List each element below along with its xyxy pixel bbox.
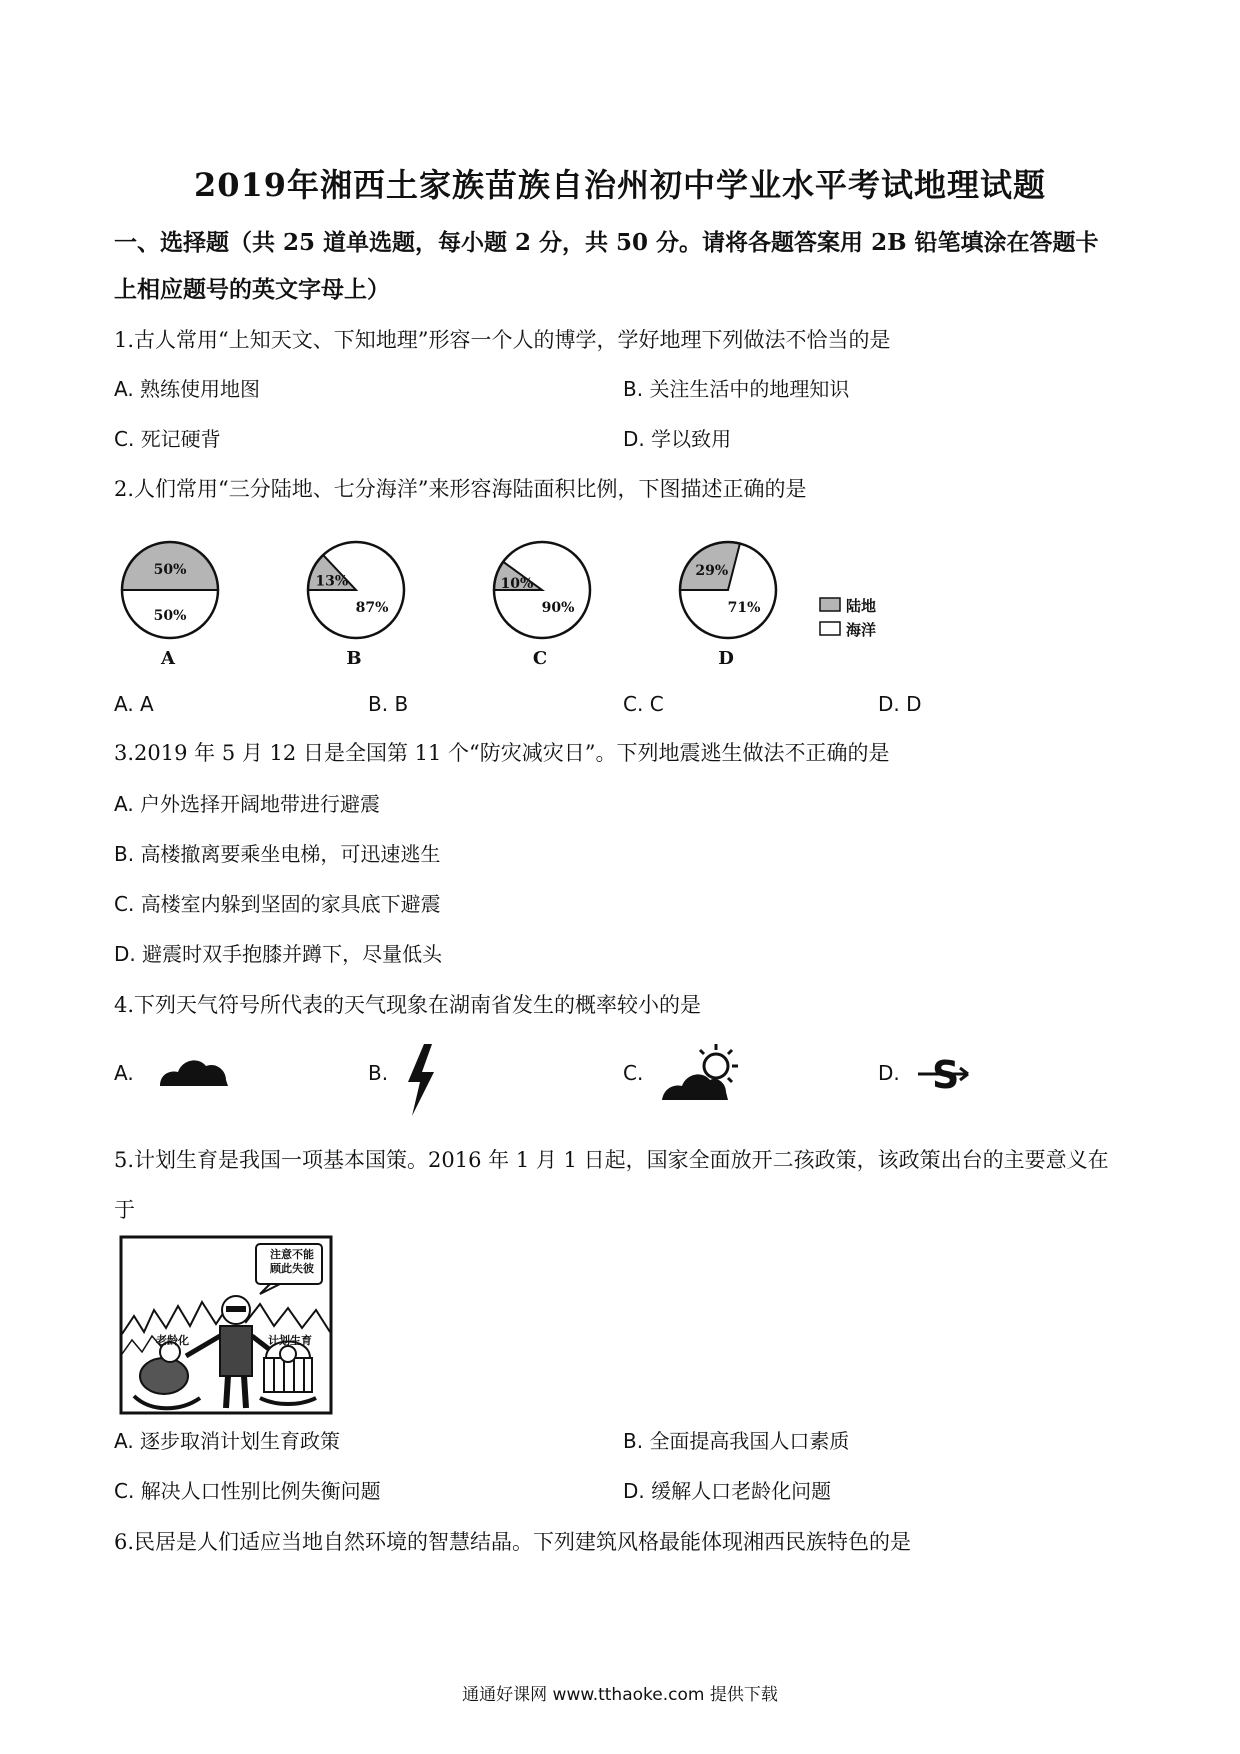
q4-option-b[interactable] — [368, 1058, 388, 1088]
legend-ocean-swatch — [820, 622, 840, 635]
option-letter: D. — [878, 692, 900, 716]
pie-a-letter: A — [161, 648, 175, 669]
option-letter: B. — [368, 1061, 389, 1085]
pie-c-land-label: 10% — [500, 575, 534, 592]
question-4-stem: 4.下列天气符号所代表的天气现象在湖南省发生的概率较小的是 — [114, 993, 702, 1017]
legend-land-label: 陆地 — [846, 597, 877, 615]
q2-option-d[interactable] — [878, 689, 922, 719]
pie-a-ocean-label: 50% — [153, 608, 187, 624]
option-letter: C. — [623, 1061, 644, 1085]
bubble-line-1: 注意不能 — [270, 1248, 314, 1261]
option-text: 户外选择开阔地带进行避震 — [140, 792, 381, 816]
option-text: B — [394, 692, 409, 716]
pie-d-ocean-label: 71% — [727, 600, 761, 616]
section-heading-line2: 上相应题号的英文字母上） — [114, 276, 390, 303]
pie-c-ocean-label: 90% — [541, 600, 575, 616]
cartoon-label-aging: 老龄化 — [156, 1334, 189, 1347]
cartoon-label-family-planning: 计划生育 — [268, 1334, 312, 1347]
option-letter: D. — [878, 1061, 900, 1085]
option-letter: B. — [114, 842, 135, 866]
option-text: 避震时双手抱膝并蹲下，尽量低头 — [142, 942, 443, 966]
pie-c-letter: C — [532, 648, 548, 669]
pie-d-letter: D — [718, 648, 734, 669]
q5-option-a[interactable] — [114, 1426, 340, 1456]
land-ocean-pie-charts — [0, 530, 1240, 680]
option-text: 全面提高我国人口素质 — [649, 1429, 850, 1453]
option-text: D — [906, 692, 922, 716]
page-title: 2019年湘西土家族苗族自治州初中学业水平考试地理试题 — [193, 166, 1047, 204]
cartoon-speech-bubble — [260, 1248, 324, 1276]
option-letter: A. — [114, 377, 134, 401]
option-text: 熟练使用地图 — [140, 377, 261, 401]
q5-option-c[interactable] — [114, 1476, 381, 1506]
option-letter: A. — [114, 692, 134, 716]
q3-option-c[interactable] — [114, 889, 441, 919]
question-2-stem: 2.人们常用“三分陆地、七分海洋”来形容海陆面积比例，下图描述正确的是 — [114, 477, 807, 501]
overcast-icon — [158, 1050, 230, 1090]
question-6-stem: 6.民居是人们适应当地自然环境的智慧结晶。下列建筑风格最能体现湘西民族特色的是 — [114, 1530, 912, 1554]
option-letter: C. — [623, 692, 644, 716]
option-letter: B. — [623, 377, 644, 401]
pie-d-land-label: 29% — [695, 563, 729, 580]
q4-option-c[interactable] — [623, 1058, 643, 1088]
q4-option-a[interactable] — [114, 1058, 134, 1088]
option-text: 关注生活中的地理知识 — [649, 377, 850, 401]
sunny-to-cloudy-icon — [660, 1040, 744, 1106]
pie-a-land-label: 50% — [153, 562, 187, 578]
option-letter: D. — [623, 427, 645, 451]
q1-option-c[interactable] — [114, 424, 221, 454]
q1-option-d[interactable] — [623, 424, 731, 454]
option-text: A — [140, 692, 154, 716]
legend-land-swatch — [820, 598, 840, 611]
option-letter: B. — [623, 1429, 644, 1453]
question-5-stem-line2: 于 — [114, 1198, 135, 1222]
bubble-line-2: 顾此失彼 — [270, 1262, 314, 1275]
q1-option-b[interactable] — [623, 374, 849, 404]
option-letter: C. — [114, 427, 135, 451]
sandstorm-icon — [914, 1053, 974, 1097]
pie-b-land-label: 13% — [315, 573, 349, 590]
q5-option-b[interactable] — [623, 1426, 849, 1456]
option-text: 高楼室内躲到坚固的家具底下避震 — [140, 892, 441, 916]
question-3-stem: 3.2019 年 5 月 12 日是全国第 11 个“防灾减灾日”。下列地震逃生做法不正确的是 — [114, 741, 890, 765]
page-footer: 通通好课网 www.tthaoke.com 提供下载 — [462, 1685, 778, 1705]
q1-option-a[interactable] — [114, 374, 260, 404]
legend-ocean-label: 海洋 — [846, 621, 877, 639]
q3-option-b[interactable] — [114, 839, 440, 869]
q3-option-a[interactable] — [114, 789, 380, 819]
option-letter: A. — [114, 1429, 134, 1453]
question-5-stem-line1: 5.计划生育是我国一项基本国策。2016 年 1 月 1 日起，国家全面放开二孩政策，该政策出台的主要意义在 — [114, 1148, 1109, 1172]
option-text: 高楼撤离要乘坐电梯，可迅速逃生 — [140, 842, 441, 866]
option-letter: B. — [368, 692, 389, 716]
option-letter: D. — [114, 942, 136, 966]
q5-option-d[interactable] — [623, 1476, 831, 1506]
q2-option-a[interactable] — [114, 689, 154, 719]
thunder-icon — [404, 1044, 438, 1116]
option-text: 逐步取消计划生育政策 — [140, 1429, 341, 1453]
option-text: 学以致用 — [651, 427, 732, 451]
option-letter: A. — [114, 792, 134, 816]
option-letter: C. — [114, 892, 135, 916]
q2-option-c[interactable] — [623, 689, 664, 719]
option-text: C — [649, 692, 664, 716]
q3-option-d[interactable] — [114, 939, 442, 969]
q4-option-d[interactable] — [878, 1058, 900, 1088]
option-letter: D. — [623, 1479, 645, 1503]
pie-b-ocean-label: 87% — [355, 600, 389, 616]
option-text: 解决人口性别比例失衡问题 — [140, 1479, 381, 1503]
option-letter: C. — [114, 1479, 135, 1503]
pie-b-letter: B — [346, 648, 362, 669]
question-1-stem: 1.古人常用“上知天文、下知地理”形容一个人的博学，学好地理下列做法不恰当的是 — [114, 328, 891, 352]
option-text: 缓解人口老龄化问题 — [651, 1479, 832, 1503]
q2-option-b[interactable] — [368, 689, 408, 719]
option-text: 死记硬背 — [140, 427, 221, 451]
section-heading-line1: 一、选择题（共 25 道单选题，每小题 2 分，共 50 分。请将各题答案用 2B 铅笔填涂在答题卡 — [114, 229, 1099, 256]
option-letter: A. — [114, 1061, 134, 1085]
svg-text:S: S — [932, 1053, 960, 1097]
